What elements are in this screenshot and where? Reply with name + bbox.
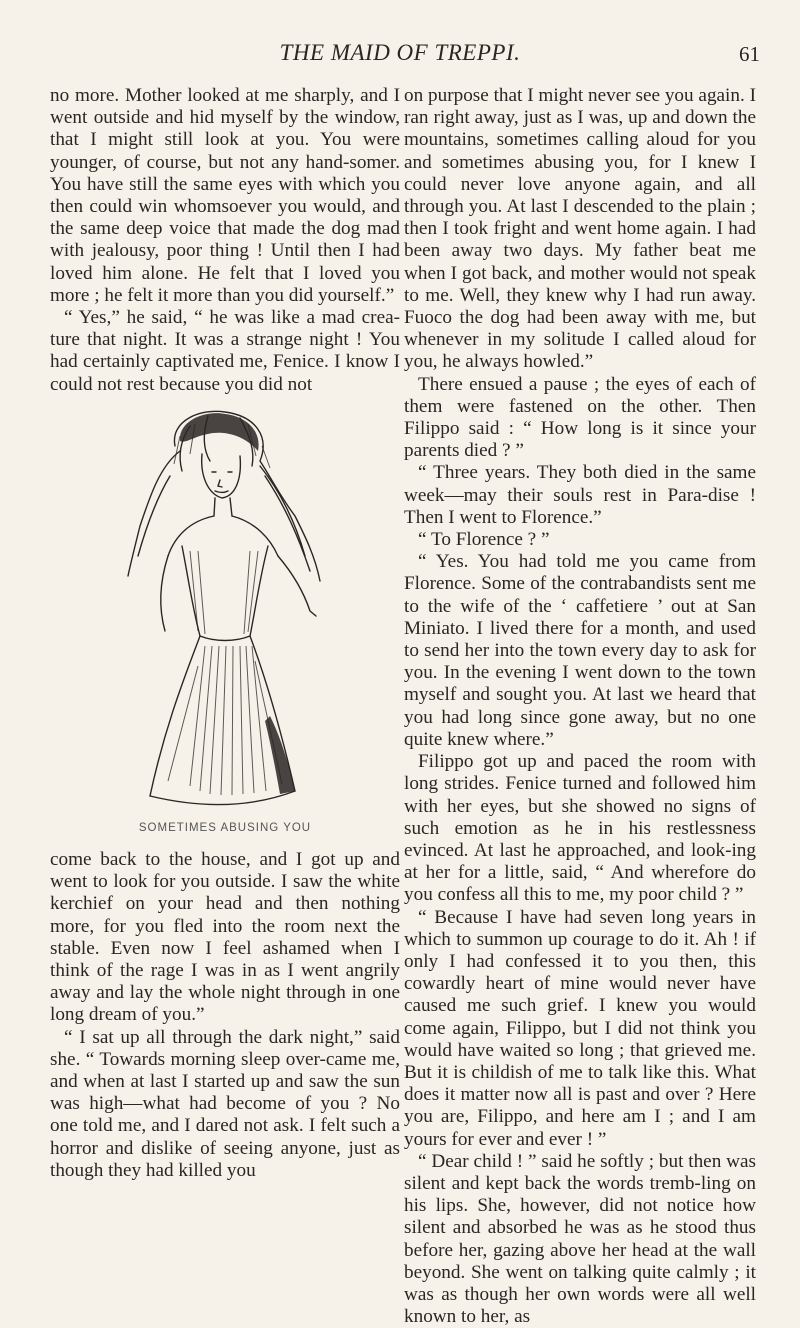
- paragraph: “ Yes. You had told me you came from Florence. Some of the contrabandists sent me to the wife of the ‘ caffetiere ’ out at San Miniato. I lived there for a month, and used to send her into the town every day to ask for you. In the evening I went down to the town myself and sought you. At last we heard that you had long since gone away, but no one quite knew where.”: [404, 551, 756, 750]
- right-column: [404, 85, 756, 1328]
- paragraph: on purpose that I might never see you again. I ran right away, just as I was, up and down the mountains, sometimes calling aloud for you and sometimes abusing you, for I knew I could never love anyone again, and all through you. At last I descended to the plain ; then I took fright and went home again. I had been away two days. My father beat me when I got back, and mother would not speak to me. Well, they knew why I had run away. Fuoco the dog had been away with me, but whenever in my solitude I called aloud for you, he always howled.”: [404, 85, 756, 373]
- paragraph: “ I sat up all through the dark night,” said she. “ Towards morning sleep over-came me, and when at last I started up and saw the sun was high—what had become of you ? No one told me, and I dared not ask. I felt such a horror and dislike of seeing anyone, just as though they had killed you: [50, 1026, 400, 1181]
- paragraph: no more. Mother looked at me sharply, and I went outside and hid myself by the window, that I might still look at you. You were younger, of course, but not any hand-somer. You have still the same eyes with which you then could win whomsoever you would, and the same deep voice that made the dog mad with jealousy, poor thing ! Until then I had loved him alone. He felt that I loved you more ; he felt it more than you did yourself.”: [50, 85, 400, 306]
- paragraph: “ To Florence ? ”: [418, 529, 550, 551]
- paragraph: “ Dear child ! ” said he softly ; but then was silent and kept back the words tremb-ling on his lips. She, however, did not notice how silent and absorbed he was as he stood thus before her, gazing above her head at the wall beyond. She went on talking quite calmly ; it was as though her own words were all well known to her, as: [404, 1150, 756, 1328]
- paragraph: Filippo got up and paced the room with long strides. Fenice turned and followed him with her eyes, but she showed no signs of such emotion as he in his restlessness evinced. At last he approached, and look-ing at her for a little, said, “ And wherefore do you confess all this to me, my poor child ? ”: [404, 751, 756, 906]
- paragraph: There ensued a pause ; the eyes of each of them were fastened on the other. Then Filippo said : “ How long is it since your parents died ? ”: [404, 373, 756, 462]
- left-column: [50, 85, 400, 1182]
- woman-illustration: [120, 406, 330, 811]
- paragraph: “ Because I have had seven long years in which to summon up courage to do it. Ah ! if only I had confessed it to you then, this cowardly heart of mine would never have caused me such grief. I knew you would come again, Filippo, but I did not think you would have waited so long ; that grieved me. But it is childish of me to talk like this. What does it matter now all is past and over ? Here you are, Filippo, and here am I ; and I am yours for ever and ever ! ”: [404, 906, 756, 1150]
- figure-caption: SOMETIMES ABUSING YOU: [138, 821, 312, 834]
- running-title: THE MAID OF TREPPI.: [279, 40, 521, 65]
- running-head: [0, 40, 800, 70]
- page-number: 61: [739, 42, 760, 66]
- paragraph: “ Yes,” he said, “ he was like a mad crea-ture that night. It was a strange night ! You had certainly captivated me, Fenice. I know I could not rest because you did not: [50, 307, 400, 395]
- paragraph: come back to the house, and I got up and went to look for you outside. I saw the white kerchief on your head and then nothing more, for you fled into the room next the stable. Even now I feel ashamed when I think of the rage I was in as I went angrily away and lay the whole night through in one long dream of you.”: [50, 849, 400, 1026]
- paragraph: “ Three years. They both died in the same week—may their souls rest in Para-dise ! Then I went to Florence.”: [404, 462, 756, 528]
- illustration-figure: [50, 406, 400, 839]
